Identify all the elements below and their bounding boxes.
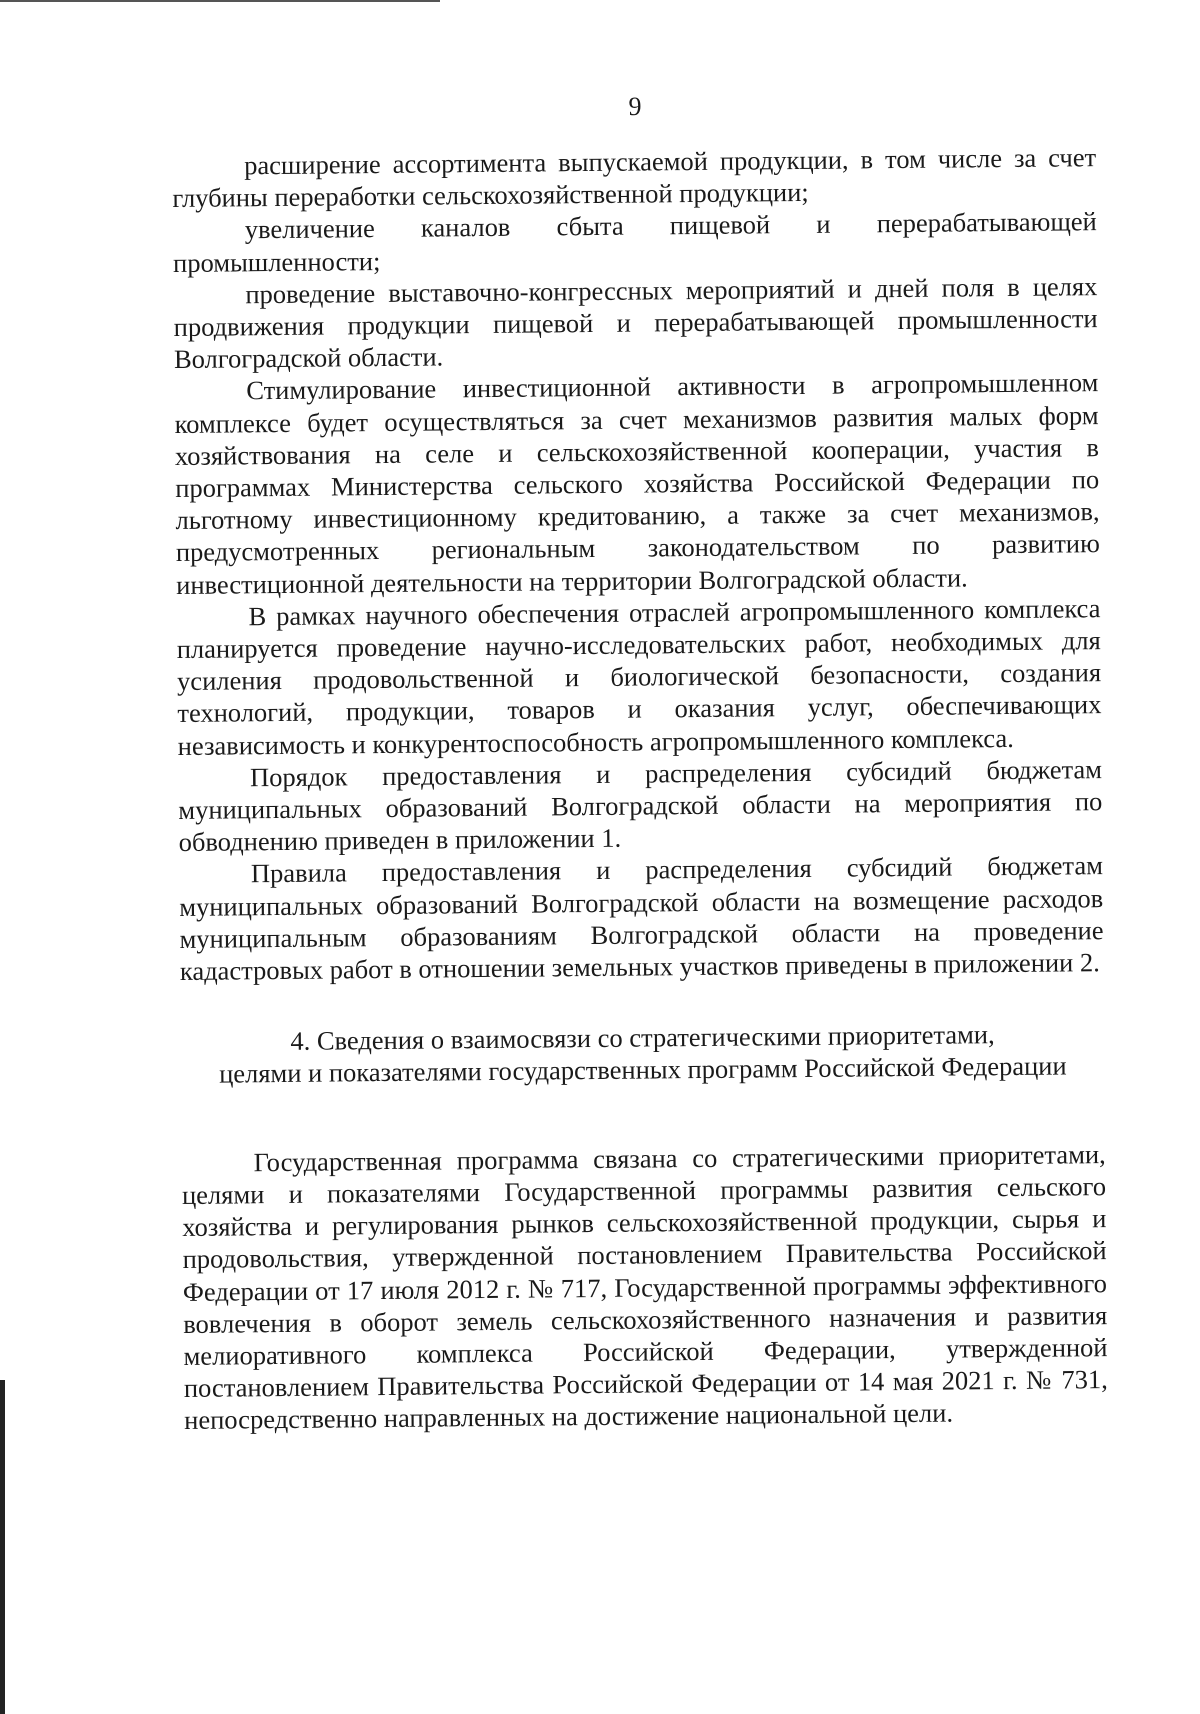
- paragraph-7: Правила предоставления и распределения субсидий бюджетам муниципальных образований Волгоградской области на возмещение расходов муниципальным образованиям Волгоградской области на проведение кадастровых работ в отношении земельных участков приведены в приложении 2.: [179, 850, 1104, 987]
- paragraph-1: расширение ассортимента выпускаемой продукции, в том числе за счет глубины переработки сельскохозяйственной продукции;: [172, 142, 1097, 214]
- paragraph-4: Стимулирование инвестиционной активности в агропромышленном комплексе будет осуществляться за счет механизмов развития малых форм хозяйствования на селе и сельскохозяйственной кооперации, участия в программах Министерства сельского хозяйства Российской Федерации по льготному инвестиционному кредитованию, а также за счет механизмов, предусмотренных региональным законодательством по развитию инвестиционной деятельности на территории Волгоградской области.: [174, 367, 1100, 600]
- paragraph-5: В рамках научного обеспечения отраслей агропромышленного комплекса планируется проведение научно-исследовательских работ, необходимых для усиления продовольственной и биологической безопасности, создания технологий, продукции, товаров и оказания услуг, обеспечивающих независимость и конкурентоспособность агропромышленного комплекса.: [176, 592, 1102, 761]
- section-heading-line-2: целями и показателями государственных программ Российской Федерации: [218, 1050, 1067, 1090]
- page-number: 9: [628, 92, 642, 121]
- scan-edge-left: [0, 1380, 5, 1714]
- section-paragraph: Государственная программа связана со стратегическими приоритетами, целями и показателями Государственной программы развития сельского хозяйства и регулирования рынков сельскохозяйственной продукции, сырья и продовольствия, утвержденной постановлением Правительства Российской Федерации от 17 июля 2012 г. № 717, Государственной программы эффективного вовлечения в оборот земель сельскохозяйственного назначения и развития мелиоративного комплекса Российской Федерации, утвержденной постановлением Правительства Российской Федерации от 14 мая 2021 г. № 731, непосредственно направленных на достижение национальной цели.: [181, 1138, 1108, 1436]
- paragraph-6: Порядок предоставления и распределения субсидий бюджетам муниципальных образований Волгоградской области на мероприятия по обводнению приведен в приложении 1.: [178, 753, 1103, 858]
- paragraph-2: увеличение каналов сбыта пищевой и перерабатывающей промышленности;: [172, 206, 1097, 278]
- document-body: [172, 141, 1108, 1436]
- paragraph-3: проведение выставочно-конгрессных мероприятий и дней поля в целях продвижения продукции пищевой и перерабатывающей промышленности Волгоградской области.: [173, 270, 1098, 375]
- scan-edge-top: [0, 0, 440, 2]
- section-heading: [180, 1017, 1105, 1090]
- section-heading-line-1: 4. Сведения о взаимосвязи со стратегическими приоритетами,: [290, 1019, 995, 1057]
